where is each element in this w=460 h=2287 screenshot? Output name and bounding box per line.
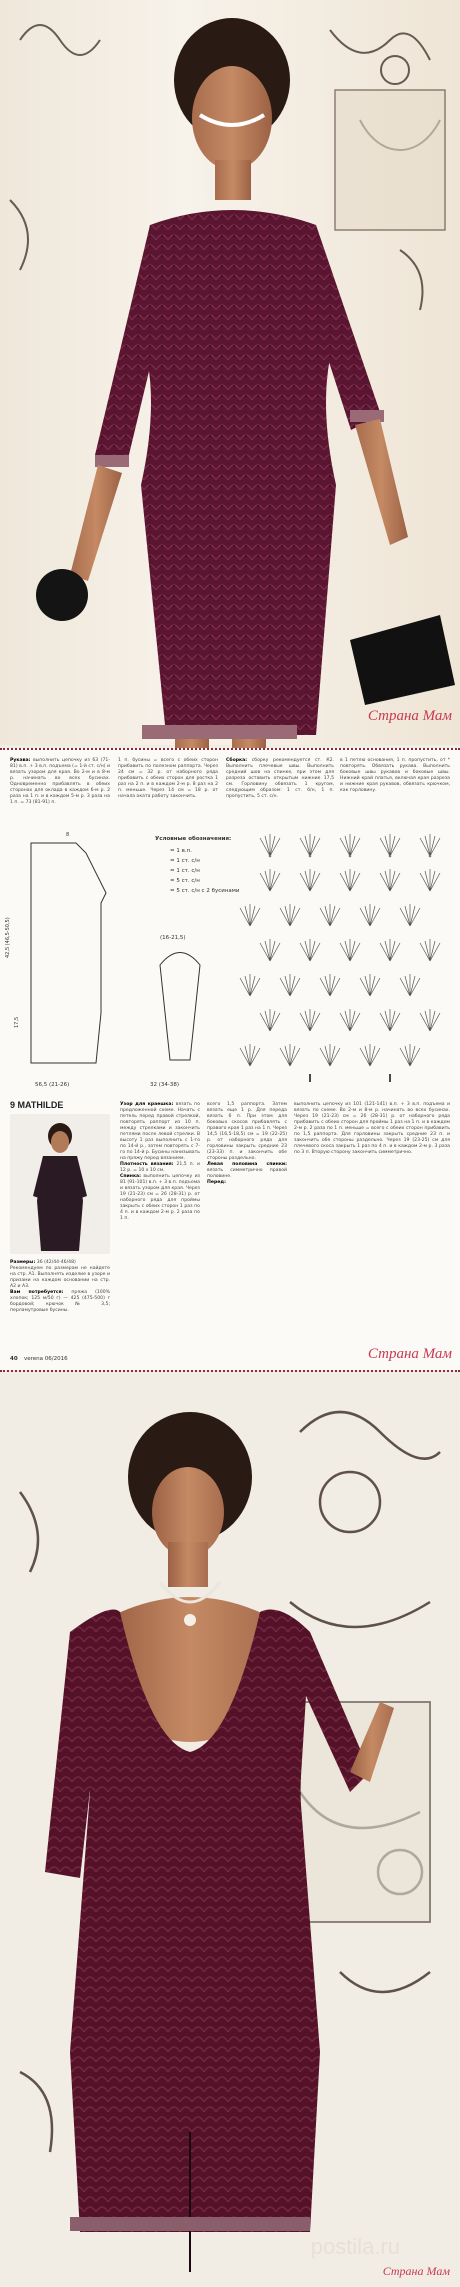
- legend-item: = 1 ст. с/н: [170, 858, 200, 864]
- model-number: 9 MATHILDE: [10, 1100, 64, 1110]
- legend-item: = 5 ст. с/н: [170, 878, 200, 884]
- sleeve-bottom-label: 32 (34-38): [150, 1082, 180, 1088]
- model-thumbnail: [10, 1114, 110, 1254]
- watermark-text: Страна Мам: [367, 708, 452, 724]
- model-back-photo: [0, 1372, 460, 2287]
- text-column-7: выполнить цепочку из 101 (121-141) в.п. + 3 в.п. подъема и вязать по схеме. Во 2-м и 8-м р. начинать во всех бусинах. Через 19 (21-23) см = 26 (28-31) р. от наборного ряда прибавить с обеих сторон для проймы 1 раз на 1 п. и в каждом 2-м р. 2 раза по 1 п. меньше = всего с обеих сторон прибавить по 1,5 раппорта. Для горловины закрыть средние 23 п. и закончить обе стороны раздельно. Через 19 (23-25) см для плечевого скоса закрыть 1 раз по 4 п. и в каждом 2-м р. 3 раза по 3 п. Вторую сторону закончить симметрично.: [294, 1102, 450, 1155]
- page-number: 40: [10, 1356, 18, 1362]
- model-front-photo: [0, 0, 460, 745]
- watermark-text: Страна Мам: [382, 2264, 450, 2278]
- journal-name: verena 06/2016: [24, 1356, 68, 1362]
- text-column-1: Рукава: выполнить цепочку из 63 (71-81) в.п. + 3 в.п. подъема (= 1-й ст. с/н) и вязать узором для края. Во 2-м и в 8-м р. начинать во всех бусинах. Одновременно прибавлять в обеих сторонах для оклада в каждом 6-м р. 2 раза на 1 п. и в каждом 5-м р. 3 раза на 1 п. = 73 (81-91) п.: [10, 758, 110, 805]
- svg-text:8: 8: [66, 832, 70, 838]
- text-column-2: 1 п. бусины = всего с обеих сторон прибавить по полезном раппорта. Через 24 см = 32 р. от наборного ряда прибавить с обеих сторон для ростка 1 раз на 2 п. и в каждом 2-м р. 8 раз на 2 п. меньше. Через 14 см = 18 р. от начала оката работу закончить.: [118, 758, 218, 799]
- sizes-block: Размеры: 36 (42/44-46/48) Рекомендуем по размерам не найдете на стр. А1. Выполнять изделие в узоре и призами на каждом основании на стр. А2 и А3. Вам потребуется: пряжа (100% хлопок; 125 м/50 г) — 425 (475-500) г бордовой; крючок № 3,5; перламутровые бусины.: [10, 1260, 110, 1313]
- svg-text:42,5 (46,5-50,5): 42,5 (46,5-50,5): [5, 917, 11, 958]
- bottom-photo: [0, 1370, 460, 2287]
- text-column-6: всего 1,5 раппорта. Затем вязать еще 1 р. Для переда вязать 6 п. При этом для боковых скосов прибавлять с правого края 1 раз на 1 п. Через 14,5 (16,5-18,5) см = 19 (22-25) р. от наборного ряда для горловины закрыть средние 23 (23-33) п. и закончить обе стороны раздельно. Левая половина спинки: вязать симметрично правой половине. Перед:: [207, 1102, 287, 1185]
- watermark-text: Страна Мам: [367, 1346, 452, 1362]
- dress-schematic: [6, 828, 156, 1078]
- legend-item: = 1 в.п.: [170, 848, 192, 854]
- text-column-5: Узор для краешка: вязать по предложенной схеме. Начать с петель перед правой стрелкой, повторять раппорт из 10 п. между стрелками и закончить петлями после левой стрелки. В высоту 1 раз выполнить с 1-го по 14-й р., затем повторять с 7-го по 14-й р. Бусины нанизывать на пряжу перед вязанием. Плотность вязания: 21,5 п. и 12 р. = 10 х 10 см. Спинка: выполнить цепочку из 81 (91-101) в.п. + 3 в.п. подъема и вязать узором для края. Через 19 (21-23) см = 26 (28-31) р. от наборного ряда для проймы закрыть с обеих сторон 1 раз по 4 п. и в каждом 2-м р. 2 раза по 1 п.: [120, 1102, 201, 1221]
- svg-text:17,5: 17,5: [14, 1016, 20, 1028]
- text-column-3: Сборка: сборку рекомендуется ст. К2. Выполнить плечевые швы. Выполнить средний шов на спинке, при этом для разреза оставить открытым нижние 17,5 см. Горловину обвязать 1 кругом, следующим образом: 1 ст. б/н, 1 п. пропустить, 5 ст. с/н.: [226, 758, 334, 799]
- legend-title: Условные обозначения:: [155, 836, 232, 842]
- top-photo: [0, 0, 460, 745]
- body-width-label: 56,5 (21-26): [35, 1082, 70, 1088]
- pattern-page: [0, 748, 460, 1370]
- text-column-4: в 1 петлю основания, 1 п. пропустить, от * повторять. Обвязать рукава. Выполнить боковые швы рукавов и боковые швы. Нижний край платья, включая края разреза и нижние края рукавов, обвязать крючком, как горловину.: [340, 758, 450, 793]
- sleeve-schematic: [150, 940, 210, 1080]
- legend-item: = 5 ст. с/н с 2 бусинами: [170, 888, 240, 894]
- sleeve-top-label: (16-21,5): [160, 935, 186, 941]
- stitch-chart: [250, 826, 450, 1086]
- site-watermark: postila.ru: [310, 2234, 400, 2259]
- legend-item: = 1 ст. с/н: [170, 868, 200, 874]
